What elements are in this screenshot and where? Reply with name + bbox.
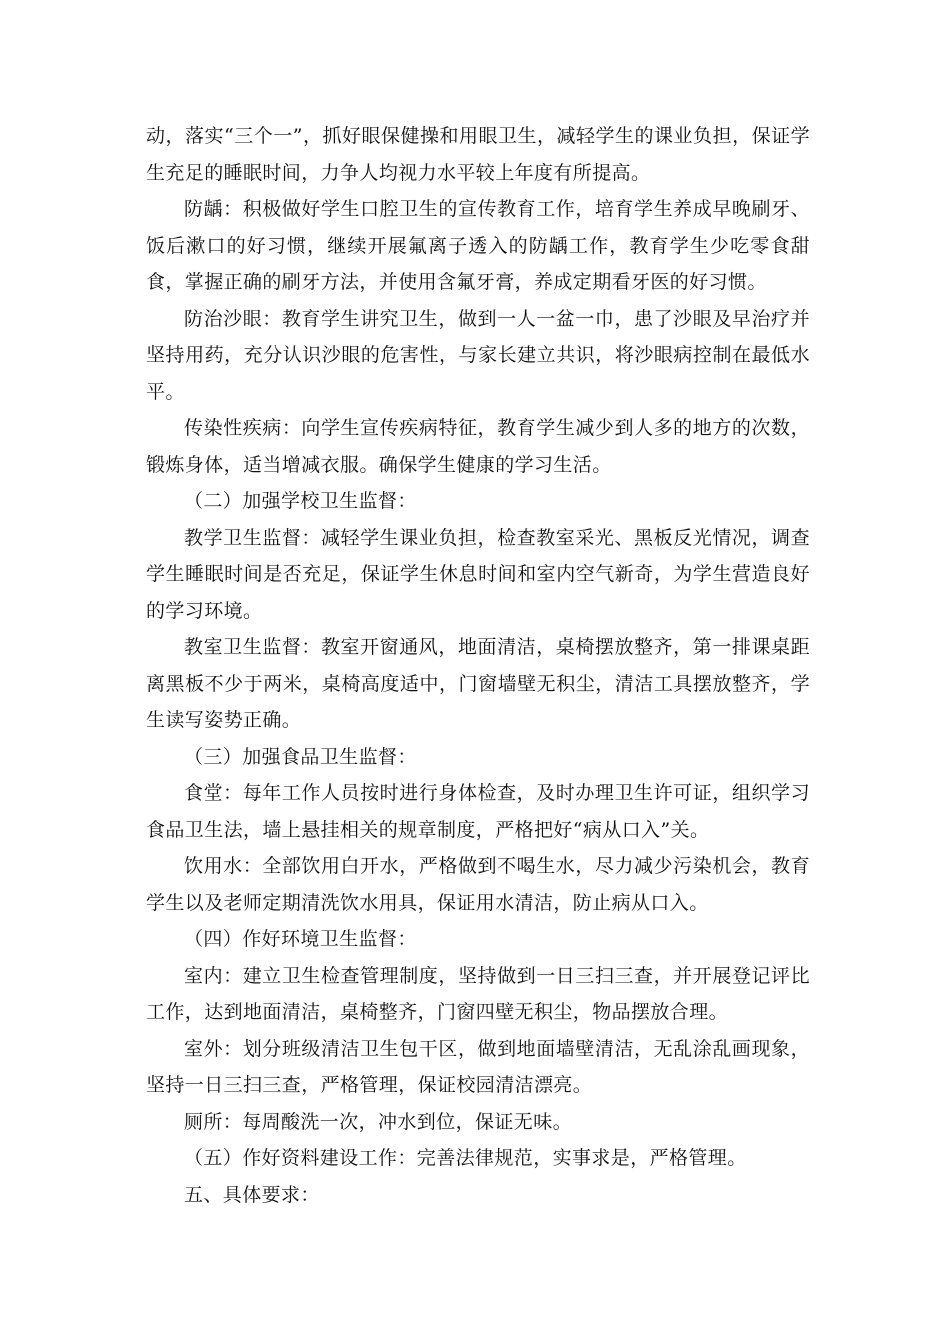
document-body [146,118,810,1213]
paragraph-eye-care-continued: 动，落实“三个一”，抓好眼保健操和用眼卫生，减轻学生的课业负担，保证学生充足的睡眠时间，力争人均视力水平较上年度有所提高。 [146,125,810,184]
paragraph-teaching-hygiene: 教学卫生监督：减轻学生课业负担，检查教室采光、黑板反光情况，调查学生睡眠时间是否充足，保证学生休息时间和室内空气新奇，为学生营造良好的学习环境。 [146,526,810,622]
paragraph-indoor: 室内：建立卫生检查管理制度，坚持做到一日三扫三查，并开展登记评比工作，达到地面清洁，桌椅整齐，门窗四壁无积尘，物品摆放合理。 [146,964,810,1023]
paragraph-trachoma: 防治沙眼：教育学生讲究卫生，做到一人一盆一巾，患了沙眼及早治疗并坚持用药，充分认识沙眼的危害性，与家长建立共识，将沙眼病控制在最低水平。 [146,307,810,403]
heading-environment-hygiene: （四）作好环境卫生监督： [184,928,417,950]
paragraph-infectious-disease: 传染性疾病：向学生宣传疾病特征，教育学生减少到人多的地方的次数，锻炼身体，适当增减衣服。确保学生健康的学习生活。 [146,417,810,476]
heading-school-hygiene: （二）加强学校卫生监督： [184,490,417,512]
heading-specific-requirements: 五、具体要求： [184,1183,320,1206]
paragraph-dental-care: 防龋：积极做好学生口腔卫生的宣传教育工作，培育学生养成早晚刷牙、饭后漱口的好习惯，继续开展氟离子透入的防龋工作，教育学生少吃零食甜食，掌握正确的刷牙方法，并使用含氟牙膏，养成定期看牙医的好习惯。 [146,198,810,293]
heading-records: （五）作好资料建设工作：完善法律规范，实事求是，严格管理。 [184,1147,747,1169]
heading-food-hygiene: （三）加强食品卫生监督： [184,745,417,768]
paragraph-classroom-hygiene: 教室卫生监督：教室开窗通风，地面清洁，桌椅摆放整齐，第一排课桌距离黑板不少于两米，桌椅高度适中，门窗墙壁无积尘，清洁工具摆放整齐，学生读写姿势正确。 [146,636,810,731]
paragraph-drinking-water: 饮用水：全部饮用白开水，严格做到不喝生水，尽力减少污染机会，教育学生以及老师定期清洗饮水用具，保证用水清洁，防止病从口入。 [146,855,810,914]
paragraph-canteen: 食堂：每年工作人员按时进行身体检查，及时办理卫生许可证，组织学习食品卫生法，墙上悬挂相关的规章制度，严格把好“病从口入”关。 [146,782,810,841]
paragraph-outdoor: 室外：划分班级清洁卫生包干区，做到地面墙壁清洁，无乱涂乱画现象，坚持一日三扫三查，严格管理，保证校园清洁漂亮。 [146,1037,810,1096]
paragraph-toilet: 厕所：每周酸洗一次，冲水到位，保证无味。 [184,1110,573,1133]
